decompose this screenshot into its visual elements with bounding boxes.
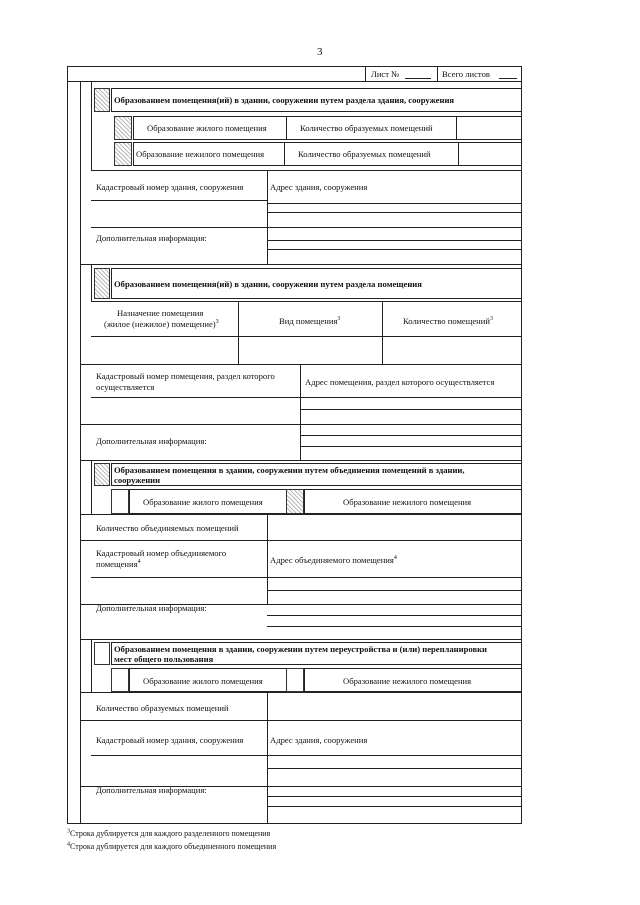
section3-residential-checkbox[interactable] [111, 489, 129, 514]
section1-address-field[interactable] [268, 204, 521, 226]
section4-address-field[interactable] [268, 756, 521, 785]
section4-title-line2: мест общего пользования [114, 654, 214, 664]
section1-additional-label: Дополнительная информация: [96, 233, 207, 243]
page-number: 3 [317, 46, 323, 58]
section3-additional-label: Дополнительная информация: [96, 603, 207, 613]
section3-checkbox[interactable] [94, 463, 110, 486]
section4-nonresidential-label: Образование нежилого помещения [343, 676, 472, 686]
section4-residential-label: Образование жилого помещения [143, 676, 263, 686]
section2-purpose-label-line2: (жилое (нежилое) помещение)$^3$ [104, 319, 219, 329]
section1-count-label-1: Количество образуемых помещений [300, 123, 433, 133]
section1-residential-checkbox[interactable] [114, 116, 132, 140]
section1-nonresidential-label: Образование нежилого помещения [136, 149, 265, 159]
section4-count-field[interactable] [268, 693, 521, 719]
section1-cadastral-label: Кадастровый номер здания, сооружения [96, 182, 244, 192]
sheet-number-field[interactable] [405, 78, 431, 79]
section3-address-field[interactable] [268, 578, 521, 603]
section1-residential-label: Образование жилого помещения [147, 123, 267, 133]
section3-count-field[interactable] [268, 515, 521, 539]
footnote-4: $^4$Строка дублируется для каждого объединенного помещения [67, 841, 277, 851]
section1-additional-field[interactable] [268, 228, 521, 263]
section1-count-field-2[interactable] [459, 143, 521, 165]
section2-purpose-label-line1: Назначение помещения [117, 308, 204, 318]
section2-address-field[interactable] [301, 398, 521, 423]
section3-count-label: Количество объединяемых помещений [96, 523, 239, 533]
section2-cadastral-field[interactable] [92, 398, 299, 423]
section3-cadastral-label-line2: помещения$^4$ [96, 559, 141, 569]
section3-cadastral-label-line1: Кадастровый номер объединяемого [96, 548, 227, 558]
section4-count-label: Количество образуемых помещений [96, 703, 229, 713]
header-divider [67, 81, 522, 82]
section3-address-label: Адрес объединяемого помещения$^4$ [270, 555, 397, 565]
section2-quantity-label: Количество помещений$^3$ [403, 316, 493, 326]
section2-cadastral-label-line2: осуществляется [96, 382, 155, 392]
section3-additional-field[interactable] [268, 605, 521, 638]
total-sheets-label: Всего листов [442, 69, 490, 79]
section2-kind-label: Вид помещения$^3$ [279, 316, 341, 326]
section4-additional-label: Дополнительная информация: [96, 785, 207, 795]
section2-checkbox[interactable] [94, 268, 110, 299]
sheet-number-label: Лист № [371, 69, 400, 79]
section2-address-label: Адрес помещения, раздел которого осуществляется [305, 377, 495, 387]
section3-nonresidential-label: Образование нежилого помещения [343, 497, 472, 507]
section3-title-line2: сооружении [114, 475, 161, 485]
section2-kind-field[interactable] [239, 337, 381, 363]
section2-additional-field[interactable] [301, 425, 521, 459]
section1-nonresidential-checkbox[interactable] [114, 142, 132, 166]
section2-cadastral-label-line1: Кадастровый номер помещения, раздел которого [96, 371, 275, 381]
section4-additional-field[interactable] [268, 787, 521, 823]
section1-count-field-1[interactable] [457, 117, 521, 139]
section4-nonresidential-checkbox[interactable] [286, 668, 304, 692]
section2-purpose-field[interactable] [92, 337, 237, 363]
section3-nonresidential-checkbox[interactable] [286, 489, 304, 514]
total-sheets-field[interactable] [499, 78, 517, 79]
section2-additional-label: Дополнительная информация: [96, 436, 207, 446]
section3-residential-label: Образование жилого помещения [143, 497, 263, 507]
section1-checkbox[interactable] [94, 88, 110, 112]
section4-title-line1: Образованием помещения в здании, сооружении путем переустройства и (или) перепланировки [114, 644, 487, 654]
section3-title-line1: Образованием помещения в здании, сооружении путем объединения помещений в здании, [114, 465, 465, 475]
section3-cadastral-field[interactable] [92, 578, 266, 603]
section1-title: Образованием помещения(ий) в здании, сооружении путем раздела здания, сооружения [114, 95, 455, 105]
section4-cadastral-label: Кадастровый номер здания, сооружения [96, 735, 244, 745]
section1-cadastral-field[interactable] [92, 201, 266, 226]
section4-checkbox[interactable] [94, 642, 110, 665]
footnote-3: $^3$Строка дублируется для каждого разделенного помещения [67, 828, 271, 838]
section1-count-label-2: Количество образуемых помещений [298, 149, 431, 159]
section1-address-label: Адрес здания, сооружения [270, 182, 368, 192]
section4-residential-checkbox[interactable] [111, 668, 129, 692]
section2-quantity-field[interactable] [383, 337, 521, 363]
section4-cadastral-field[interactable] [92, 756, 266, 785]
section4-address-label: Адрес здания, сооружения [270, 735, 368, 745]
left-margin-line [80, 81, 81, 824]
section2-title: Образованием помещения(ий) в здании, сооружении путем раздела помещения [114, 279, 422, 289]
